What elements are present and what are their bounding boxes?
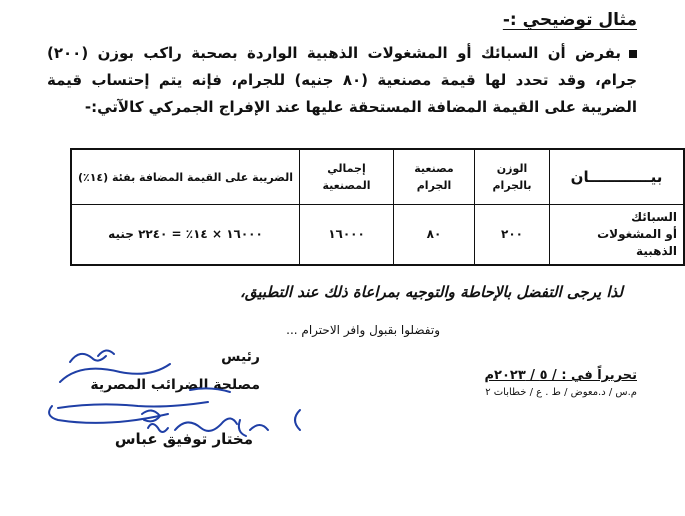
cell-weight: ٢٠٠ bbox=[475, 205, 550, 266]
signature-organization: مصلحة الضرائب المصرية bbox=[90, 377, 260, 393]
cell-vat: ١٦٠٠٠ × ١٤٪ = ٢٢٤٠ جنيه bbox=[71, 205, 300, 266]
cell-bayan-line2: أو المشغولات الذهبية bbox=[597, 227, 677, 258]
header-bayan: بيــــــــــــان bbox=[550, 149, 685, 205]
calculation-table bbox=[70, 148, 685, 266]
table-header-row bbox=[71, 149, 684, 205]
example-heading: مثال توضيحي :- bbox=[502, 10, 637, 30]
regards-line: وتفضلوا بقبول وافر الاحترام ... bbox=[286, 323, 440, 337]
header-weight: الوزن بالجرام bbox=[475, 149, 550, 205]
closing-sentence: لذا يرجى التفضل بالإحاطة والتوجيه بمراعاة ذلك عند التطبيق، bbox=[240, 283, 623, 301]
signature-title: رئيس bbox=[221, 349, 260, 365]
reference-line: م.س / د.معوض / ط . ع / خطابات ٢ bbox=[485, 387, 637, 398]
cell-bayan bbox=[550, 205, 685, 266]
signature-block bbox=[40, 346, 260, 396]
cell-bayan-line1: السبائك bbox=[631, 210, 677, 224]
header-vat: الضريبة على القيمة المضافة بفئة (١٤٪) bbox=[71, 149, 300, 205]
square-bullet-icon bbox=[629, 50, 637, 58]
header-workmanship: مصنعية الجرام bbox=[394, 149, 475, 205]
table-row bbox=[71, 205, 684, 266]
example-paragraph bbox=[47, 40, 637, 121]
cell-workmanship: ٨٠ bbox=[394, 205, 475, 266]
date-line: تحريراً في : / ٥ / ٢٠٢٣م bbox=[484, 368, 637, 383]
cell-total-workmanship: ١٦٠٠٠ bbox=[300, 205, 394, 266]
date-block bbox=[484, 368, 637, 398]
header-total-workmanship: إجمالي المصنعية bbox=[300, 149, 394, 205]
signature-name: مختار توفيق عباس bbox=[114, 430, 253, 448]
paragraph-text: بفرض أن السبائك أو المشغولات الذهبية الواردة بصحبة راكب بوزن (٢٠٠) جرام، وقد تحدد لها قيمة مصنعية (٨٠ جنيه) للجرام، فإنه يتم إحتساب قيمة الضريبة على القيمة المضافة المستحقة عليها عند الإفراج الجمركي كالآتي:- bbox=[47, 44, 637, 116]
